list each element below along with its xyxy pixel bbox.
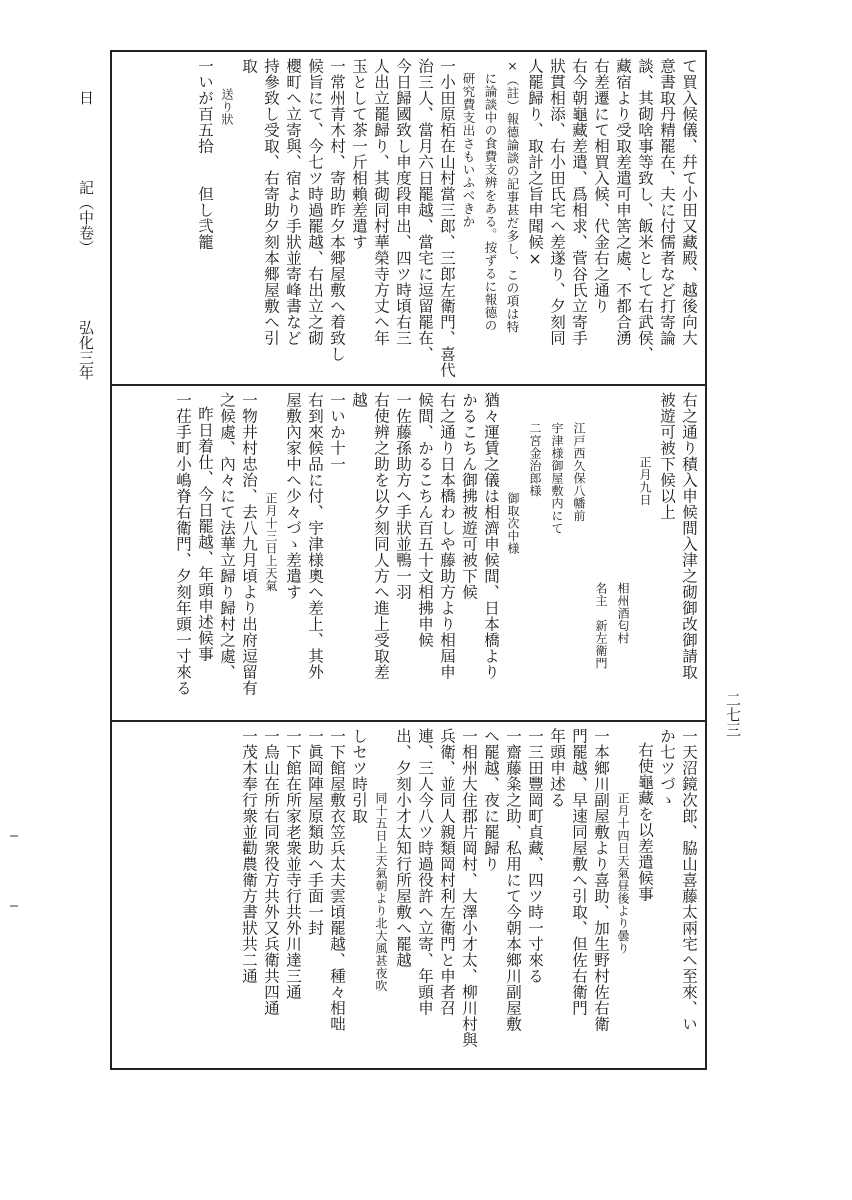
text-line: 名主 新左衛門 <box>594 582 608 670</box>
text-line: 一本鄉川副屋敷より喜助、加生野村佐右衛 <box>592 728 610 1032</box>
text-line: 藏宿より受取差遣可申筈之處、不都合湧 <box>614 58 632 346</box>
text-line: 兵衛、並同人親類岡村利左衛門と申者召 <box>438 728 456 1016</box>
text-line: 一齋藤粂之助、私用にて今朝本鄉川副屋敷 <box>504 728 522 1032</box>
text-line: 右使辨之助を以夕刻同人方へ進上受取差 <box>372 392 390 680</box>
text-line: 一天沼鏡次郎、脇山喜藤太兩宅へ至來、い <box>680 728 698 1032</box>
panel-top <box>112 52 705 384</box>
text-line: 狀貫相添、右小田氏宅へ差遂り、夕刻同 <box>548 58 566 346</box>
annotation-line: に論談中の食費支辨をある。按ずるに報德の <box>483 72 498 332</box>
text-line: 右到來候品に付、宇津様奧へ差上、其外 <box>306 392 324 680</box>
text-line: 候間、かるこちん百五十文相拂申候 <box>416 392 434 648</box>
text-line: 一佐藤孫助方へ手狀並鴨一羽 <box>394 392 412 600</box>
text-line: 同十五日上天氣朝より北大風甚夜吹 <box>374 792 388 992</box>
text-line: 持參致し受取、右寄助夕刻本郷屋敷へ引 <box>262 58 280 346</box>
text-line: 正月十四日天氣昼後より曇り <box>616 792 630 955</box>
text-line: 正月十三日上天氣 <box>264 492 278 592</box>
text-line: 談、其砌啥事等致し、飯米として右武侯、 <box>636 58 654 362</box>
text-line: 一小田原栢在山村當三郎、三郎左衛門、喜代 <box>438 58 456 378</box>
text-line: 屋敷內家中へ少々づゝ差遣す <box>284 392 302 600</box>
text-line: 候旨にて、今七ツ時過罷越、右出立之砌 <box>306 58 324 346</box>
text-line: 一眞岡陣屋原類助へ手面一封 <box>306 728 324 936</box>
text-line: 被遊可被下候以上 <box>658 392 676 520</box>
text-line: 年頭申述る <box>548 728 566 808</box>
text-line: 一下館屋敷衣笠兵太夫雲頃罷越、種々相咄 <box>328 728 346 1032</box>
text-line: 一いか十一 <box>328 392 346 472</box>
text-line: 江戸西久保八幡前 <box>572 422 586 522</box>
text-frame <box>110 50 707 1070</box>
text-line: かるこちん御拂被遊可被下候 <box>460 392 478 600</box>
text-line: 櫻町へ立寄與、宿より手狀並寄峰書など <box>284 58 302 346</box>
panel-bottom-columns <box>118 728 699 1064</box>
text-line: 正月九日 <box>638 456 652 506</box>
text-line: 取 <box>240 58 258 74</box>
panel-middle <box>112 386 705 720</box>
text-line: 人罷歸り、取計之旨申聞候× <box>526 58 544 269</box>
scan-mark <box>10 905 18 907</box>
text-line: 一相州大住郡片岡村、大澤小才太、柳川村與 <box>460 728 478 1048</box>
page-number: 二七三 <box>724 692 742 737</box>
annotation-line: 研究費支出さもいふべきか <box>461 72 476 228</box>
text-line: 治三人、當月六日罷越、當宅に逗留罷在、 <box>416 58 434 362</box>
text-line: 門罷越、早速同屋敷へ引取、但佐右衛門 <box>570 728 588 1016</box>
text-line: 連、三人今八ツ時過役許へ立寄、年頭申 <box>416 728 434 1016</box>
text-line: 猶々運賃之儀は相濟申候間、日本橋より <box>482 392 500 680</box>
panel-top-columns <box>118 58 699 380</box>
annotation-line: ×（註）報德論談の記事甚だ多し、この項は特 <box>505 58 520 334</box>
text-line: 意書取丹精罷在、夫に付儒者など打寄論 <box>658 58 676 346</box>
text-line: 一常州青木村、寄助昨夕本郷屋敷へ着致し <box>328 58 346 362</box>
text-line: 右之通り積入申候間入津之砌御改御請取 <box>680 392 698 680</box>
panel-bottom <box>112 722 705 1068</box>
text-line: 御取次中様 <box>506 492 520 555</box>
text-line: 右之通り日本橋わしや藤助方より相屆申 <box>438 392 456 680</box>
text-line: 一三田豐岡町貞藏、四ツ時一寸來る <box>526 728 544 984</box>
scan-mark <box>10 835 18 837</box>
text-line: 一下館在所家老衆並寺行共外川達三通 <box>284 728 302 1000</box>
text-line: へ罷越、夜に罷歸り <box>482 728 500 872</box>
text-line: 今日歸國致し申度段申出、四ツ時頃右三 <box>394 58 412 346</box>
text-line: 之候處、內々にて法華立歸り歸村之處、 <box>218 392 236 680</box>
text-line: か七ツづゝ <box>658 728 676 808</box>
text-line: 玉として茶一斤相賴差遣す <box>350 58 368 250</box>
text-line: 右今朝龜藏差遣、爲相求、菅谷氏立寄手 <box>570 58 588 346</box>
text-line: 人出立罷歸り、其砌同村華榮寺方丈へ年 <box>372 58 390 346</box>
text-line: 越 <box>350 392 368 408</box>
text-line: て買入候儀、幷て小田又藏殿、越後向大 <box>680 58 698 346</box>
text-line: 一茂木奉行衆並勸農衛方書狀共二通 <box>240 728 258 984</box>
header-era: 弘化三年 <box>77 320 95 380</box>
text-line: しセツ時引取 <box>350 728 368 824</box>
text-line: 出、夕刻小才太知行所屋敷へ罷越 <box>394 728 412 968</box>
text-line: 宇津様御屋敷内にて <box>550 422 564 535</box>
text-line: 昨日着仕、今日罷越、年頭申述候事 <box>196 406 214 662</box>
text-line: 一いが百五拾 但し弐籠 <box>196 58 214 250</box>
text-line: 相州酒匂村 <box>616 582 630 645</box>
running-header <box>75 90 97 470</box>
panel-middle-columns <box>118 392 699 716</box>
header-subtitle: 記（中卷） <box>77 180 95 255</box>
text-line: 一茌手町小嶋脊右衛門、夕刻年頭一寸來る <box>174 392 192 696</box>
text-line: 右使龜藏を以差遣候事 <box>636 742 654 902</box>
text-line: 右差遷にて相買入候、代金右之通り <box>592 58 610 314</box>
header-title: 日 <box>77 90 95 105</box>
text-line: 送り狀 <box>220 88 234 126</box>
text-line: 一物井村忠治、去八九月頃より出府逗留有 <box>240 392 258 696</box>
text-line: 一烏山在所右同衆役方共外又兵衛共四通 <box>262 728 280 1016</box>
text-line: 二宮金治郎様 <box>528 422 542 497</box>
